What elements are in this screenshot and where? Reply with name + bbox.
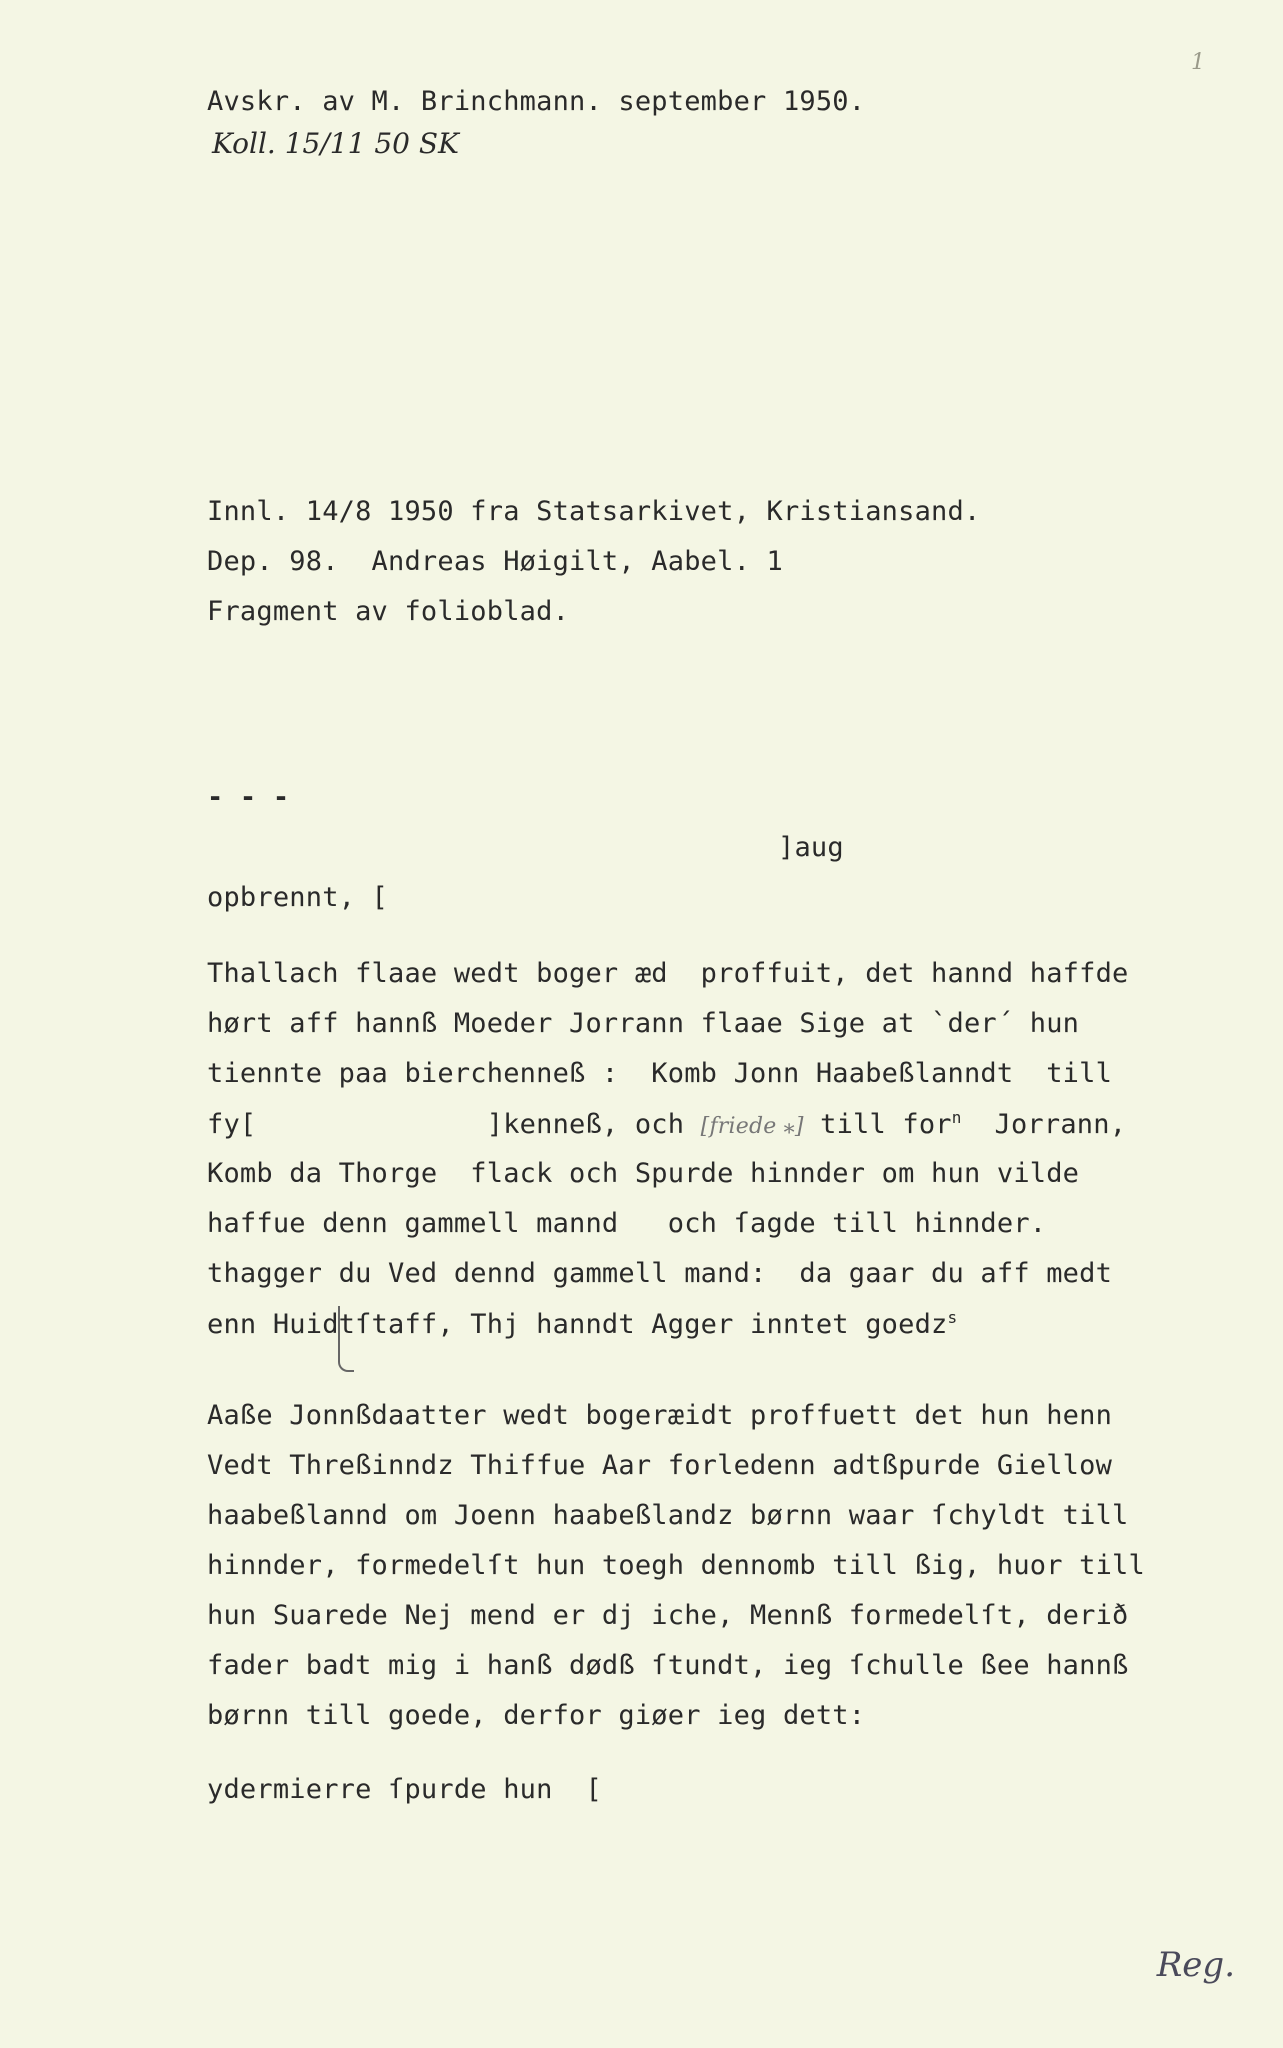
p2-line-5: hun Suarede Nej mend er dj iche, Mennß formedelſt, derið [207, 1600, 1129, 1631]
p1-line-8-superscript: s [947, 1308, 958, 1327]
handwritten-collation-note: Koll. 15/11 50 SK [212, 127, 459, 160]
p2-line-2: Vedt Threßinndz Thiffue Aar forledenn adtßpurde Giellow [207, 1450, 1113, 1481]
p1-line-8 [207, 1310, 957, 1338]
p2-line-6: fader badt mig i hanß dødß ſtundt, ieg ſchulle ßee hannß [207, 1650, 1129, 1681]
p1-line-4-part-c: Jorrann, [961, 1109, 1127, 1140]
p1-line-4-part-a: fy[ ]kenneß, och [207, 1109, 701, 1140]
p1-line-5: Komb da Thorge flack och Spurde hinnder om hun vilde [207, 1158, 1080, 1189]
p1-line-7: thagger du Ved dennd gammell mand: da gaar du aff medt [207, 1258, 1113, 1289]
p2-line-1: Aaße Jonnßdaatter wedt bogeræidt proffuett det hun henn [207, 1400, 1113, 1431]
handwritten-reg-note: Reg. [1156, 1945, 1235, 1985]
source-line-1: Innl. 14/8 1950 fra Statsarkivet, Kristiansand. [207, 496, 981, 527]
closing-line: ydermierre ſpurde hun [ [207, 1774, 602, 1805]
p1-line-4 [207, 1110, 1126, 1138]
source-line-3: Fragment av folioblad. [207, 596, 570, 627]
transcription-credit: Avskr. av M. Brinchmann. september 1950. [207, 86, 866, 117]
p1-line-4-superscript: n [951, 1108, 962, 1127]
fragment-aug: ]aug [778, 832, 844, 863]
p1-line-1: Thallach flaae wedt boger æd proffuit, det hannd haffde [207, 958, 1129, 989]
page-number-mark: 1 [1191, 50, 1205, 75]
p1-line-6: haffue denn gammell mannd och ſagde till hinnder. [207, 1208, 1047, 1239]
fragment-dashes: - - - [207, 782, 290, 813]
p2-line-4: hinnder, formedelſt hun toegh dennomb till ßig, huor till [207, 1550, 1145, 1581]
p1-line-4-part-b: till for [803, 1109, 952, 1140]
p1-line-8-text: enn Huidtſtaff, Thj hanndt Agger inntet goedz [207, 1309, 948, 1340]
p1-line-2: hørt aff hannß Moeder Jorrann flaae Sige at `der´ hun [207, 1008, 1080, 1039]
p2-line-3: haabeßlannd om Joenn haabeßlandz børnn waar ſchyldt till [207, 1500, 1129, 1531]
fragment-opbrennt: opbrennt, [ [207, 882, 389, 913]
p1-line-3: tiennte paa bierchenneß : Komb Jonn Haabeßlanndt till [207, 1058, 1113, 1089]
handwritten-bracket-mark [338, 1306, 354, 1372]
source-line-2: Dep. 98. Andreas Høigilt, Aabel. 1 [207, 546, 783, 577]
p2-line-7: børnn till goede, derfor giøer ieg dett: [207, 1700, 866, 1731]
handwritten-inline-note: [friede ⁎] [700, 1114, 804, 1139]
